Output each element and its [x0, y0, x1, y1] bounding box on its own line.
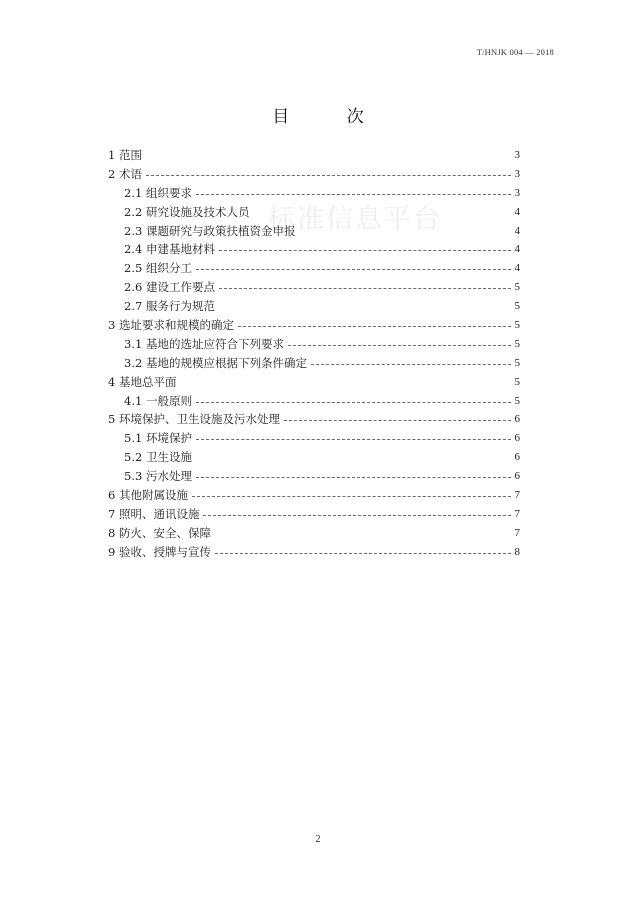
toc-entry-label: 8 防火、安全、保障 — [108, 525, 211, 540]
table-of-contents — [108, 146, 520, 562]
toc-entry-label: 2.4 申建基地材料 — [124, 242, 215, 257]
toc-entry[interactable] — [108, 203, 520, 222]
toc-entry-page: 8 — [514, 545, 520, 558]
toc-entry-label: 4.1 一般原则 — [124, 393, 192, 408]
toc-leader — [219, 250, 511, 251]
toc-entry-page: 4 — [514, 224, 520, 237]
toc-leader — [284, 420, 511, 421]
toc-entry-page: 6 — [514, 432, 520, 445]
toc-entry[interactable] — [108, 467, 520, 486]
watermark: 标准信息平台 — [268, 204, 442, 235]
toc-leader — [192, 496, 511, 497]
toc-leader — [288, 345, 511, 346]
toc-leader — [196, 477, 511, 478]
toc-leader — [215, 553, 511, 554]
toc-leader — [146, 175, 511, 176]
toc-entry-page: 7 — [514, 507, 520, 520]
toc-title: 目 次 — [272, 107, 390, 127]
toc-leader — [196, 194, 511, 195]
toc-entry-label: 5 环境保护、卫生设施及污水处理 — [108, 412, 280, 427]
toc-entry[interactable] — [108, 146, 520, 165]
toc-entry-page: 5 — [514, 375, 520, 388]
toc-leader — [219, 288, 511, 289]
toc-entry-label: 3.2 基地的规模应根据下列条件确定 — [124, 355, 307, 370]
toc-entry-label: 3 选址要求和规模的确定 — [108, 318, 234, 333]
toc-entry[interactable] — [108, 240, 520, 259]
toc-leader — [215, 534, 511, 535]
toc-entry-label: 5.3 污水处理 — [124, 469, 192, 484]
toc-entry-label: 5.2 卫生设施 — [124, 450, 192, 465]
toc-entry-page: 6 — [514, 470, 520, 483]
toc-entry-label: 7 照明、通讯设施 — [108, 506, 200, 521]
toc-entry-page: 3 — [514, 186, 520, 199]
toc-entry-page: 5 — [514, 281, 520, 294]
toc-entry-page: 5 — [514, 300, 520, 313]
toc-entry[interactable] — [108, 543, 520, 562]
toc-entry[interactable] — [108, 184, 520, 203]
toc-entry-label: 2.6 建设工作要点 — [124, 280, 215, 295]
toc-entry[interactable] — [108, 448, 520, 467]
toc-entry[interactable] — [108, 222, 520, 241]
toc-leader — [196, 402, 511, 403]
toc-leader — [180, 383, 510, 384]
toc-entry-page: 3 — [514, 149, 520, 161]
toc-entry-page: 3 — [514, 167, 520, 180]
toc-entry-label: 2 术语 — [108, 166, 142, 181]
toc-entry-page: 6 — [514, 451, 520, 464]
toc-entry-page: 4 — [514, 262, 520, 275]
toc-entry[interactable] — [108, 505, 520, 524]
toc-entry-label: 5.1 环境保护 — [124, 431, 192, 446]
toc-entry-page: 7 — [514, 526, 520, 539]
toc-entry[interactable] — [108, 429, 520, 448]
toc-entry-page: 7 — [514, 489, 520, 502]
toc-entry-page: 5 — [514, 319, 520, 332]
toc-entry-label: 3.1 基地的选址应符合下列要求 — [124, 336, 284, 351]
toc-entry[interactable] — [108, 259, 520, 278]
toc-entry-page: 5 — [514, 337, 520, 350]
toc-entry-label: 2.3 课题研究与政策扶植资金申报 — [124, 223, 296, 238]
toc-entry[interactable] — [108, 354, 520, 373]
toc-entry-label: 4 基地总平面 — [108, 374, 177, 389]
toc-leader — [196, 269, 511, 270]
standard-code: T/HNJK 004 — 2018 — [476, 47, 554, 57]
toc-entry[interactable] — [108, 316, 520, 335]
toc-entry-label: 1 范围 — [108, 148, 142, 162]
toc-entry-page: 4 — [514, 243, 520, 256]
toc-entry[interactable] — [108, 335, 520, 354]
toc-entry-label: 6 其他附属设施 — [108, 488, 188, 503]
toc-entry-page: 6 — [514, 413, 520, 426]
toc-leader — [196, 439, 511, 440]
toc-leader — [299, 232, 510, 233]
toc-entry[interactable] — [108, 486, 520, 505]
toc-leader — [146, 156, 511, 157]
toc-entry[interactable] — [108, 278, 520, 297]
toc-leader — [238, 326, 511, 327]
toc-entry[interactable] — [108, 165, 520, 184]
toc-leader — [311, 364, 511, 365]
toc-entry[interactable] — [108, 297, 520, 316]
toc-leader — [219, 307, 511, 308]
toc-entry-page: 4 — [514, 205, 520, 218]
toc-entry[interactable] — [108, 373, 520, 392]
toc-leader — [253, 213, 510, 214]
toc-entry[interactable] — [108, 392, 520, 411]
toc-entry[interactable] — [108, 410, 520, 429]
toc-entry[interactable] — [108, 524, 520, 543]
toc-leader — [196, 458, 511, 459]
toc-entry-label: 2.5 组织分工 — [124, 261, 192, 276]
toc-leader — [203, 515, 510, 516]
page-number: 2 — [315, 834, 321, 845]
toc-entry-page: 5 — [514, 356, 520, 369]
toc-entry-label: 2.7 服务行为规范 — [124, 299, 215, 314]
toc-entry-label: 2.2 研究设施及技术人员 — [124, 204, 250, 219]
toc-entry-label: 2.1 组织要求 — [124, 185, 192, 200]
toc-entry-label: 9 验收、授牌与宣传 — [108, 544, 211, 559]
toc-entry-page: 5 — [514, 394, 520, 407]
